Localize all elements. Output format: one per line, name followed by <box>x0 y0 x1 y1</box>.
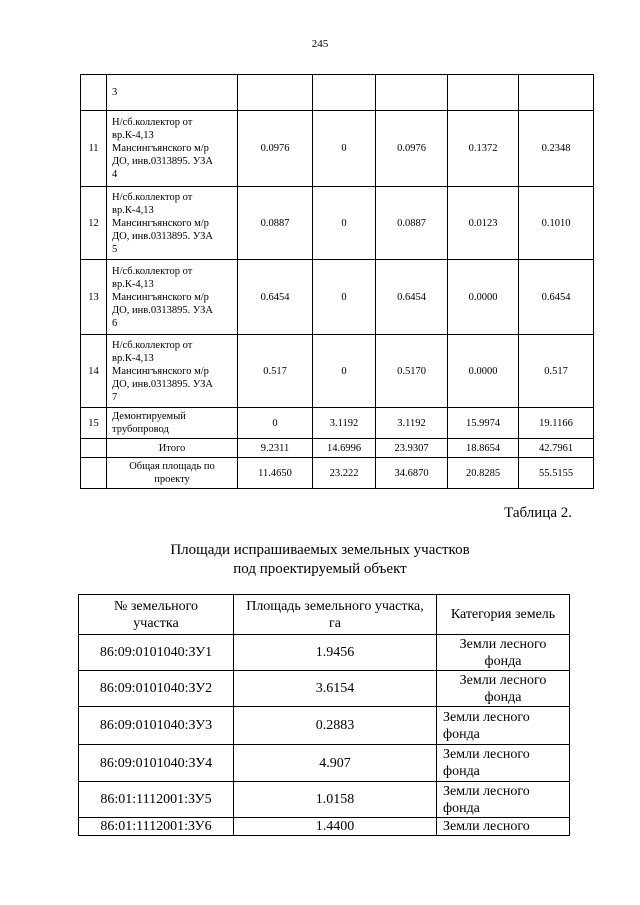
value-cell: 0.0976 <box>376 111 448 187</box>
plot-number: 86:09:0101040:ЗУ3 <box>79 707 234 745</box>
value-cell: 0 <box>238 408 313 439</box>
table-row <box>79 745 570 782</box>
plot-number: 86:01:1112001:ЗУ6 <box>79 818 234 836</box>
plot-number: 86:09:0101040:ЗУ1 <box>79 635 234 671</box>
description-line: Мансингъянского м/р <box>112 365 209 377</box>
description-line: 4 <box>112 169 118 180</box>
value-cell: 0.517 <box>519 335 594 408</box>
project-total-row <box>81 458 594 489</box>
plot-area: 4.907 <box>234 745 437 782</box>
header-land-category <box>437 595 570 635</box>
table-row <box>81 75 594 111</box>
plot-area: 1.0158 <box>234 782 437 818</box>
value-cell: 0 <box>313 187 376 260</box>
land-category <box>437 745 570 782</box>
description-line: 7 <box>112 391 118 403</box>
land-category <box>437 782 570 818</box>
description-line: Мансингъянского м/р <box>112 291 209 303</box>
plot-number: 86:09:0101040:ЗУ4 <box>79 745 234 782</box>
value-cell: 0 <box>313 260 376 335</box>
page-number: 245 <box>311 38 329 50</box>
value-cell: 0 <box>313 111 376 187</box>
value-cell: 0.0123 <box>448 187 519 260</box>
value-cell: 14.6996 <box>313 439 376 458</box>
header-line: Площадь земельного участка, <box>246 598 424 614</box>
value-cell: 0.0976 <box>238 111 313 187</box>
row-description <box>107 408 238 439</box>
description-line: вр.К-4,13 <box>112 204 154 216</box>
category-line: Земли лесного <box>459 636 547 652</box>
description-line: вр.К-4,13 <box>112 352 154 364</box>
row-number: 11 <box>81 111 107 187</box>
row-number: 15 <box>81 408 107 439</box>
project-total-label <box>107 458 238 489</box>
value-cell: 0.6454 <box>519 260 594 335</box>
row-description <box>107 260 238 335</box>
description-line: 3 <box>112 87 118 98</box>
category-line: фонда <box>443 764 480 779</box>
category-line: Земли лесного <box>443 783 530 799</box>
description-line: Мансингъянского м/р <box>112 217 209 229</box>
description-line: ДО, инв.0313895. УЗА <box>112 304 213 316</box>
land-category <box>437 671 570 707</box>
table-row <box>81 260 594 335</box>
row-number: 13 <box>81 260 107 335</box>
description-line: ДО, инв.0313895. УЗА <box>112 156 213 167</box>
value-cell: 23.222 <box>313 458 376 489</box>
value-cell <box>376 75 448 111</box>
row-description <box>107 187 238 260</box>
table-caption: Таблица 2. <box>504 505 572 521</box>
value-cell: 55.5155 <box>519 458 594 489</box>
value-cell: 0.1010 <box>519 187 594 260</box>
row-number <box>81 458 107 489</box>
value-cell: 0.517 <box>238 335 313 408</box>
description-line: Н/сб.коллектор от <box>112 265 193 277</box>
category-line: Земли лесного <box>443 819 530 834</box>
value-cell: 0.1372 <box>448 111 519 187</box>
category-line: фонда <box>484 653 522 669</box>
header-line: га <box>329 615 341 631</box>
value-cell: 0.6454 <box>238 260 313 335</box>
land-category <box>437 818 570 836</box>
plot-area: 1.4400 <box>234 818 437 836</box>
description-line: Н/сб.коллектор от <box>112 117 193 128</box>
table-header-row <box>79 595 570 635</box>
total-row <box>81 439 594 458</box>
row-number <box>81 75 107 111</box>
value-cell: 23.9307 <box>376 439 448 458</box>
description-line: Мансингъянского м/р <box>112 143 209 154</box>
value-cell: 15.9974 <box>448 408 519 439</box>
value-cell <box>313 75 376 111</box>
land-area-table <box>80 74 594 489</box>
description-line: трубопровод <box>112 424 169 435</box>
table-title-line: под проектируемый объект <box>233 561 407 577</box>
value-cell: 0.0887 <box>376 187 448 260</box>
description-line: 5 <box>112 243 118 255</box>
table-row <box>81 408 594 439</box>
table-row <box>79 707 570 745</box>
header-line: № земельного <box>114 598 198 614</box>
value-cell: 0.0000 <box>448 260 519 335</box>
row-description <box>107 111 238 187</box>
plot-area: 3.6154 <box>234 671 437 707</box>
plot-number: 86:01:1112001:ЗУ5 <box>79 782 234 818</box>
category-line: Земли лесного <box>443 747 530 762</box>
description-line: ДО, инв.0313895. УЗА <box>112 378 213 390</box>
value-cell <box>238 75 313 111</box>
value-cell: 3.1192 <box>313 408 376 439</box>
value-cell: 18.8654 <box>448 439 519 458</box>
row-description <box>107 335 238 408</box>
label-line: Общая площадь по <box>129 461 215 472</box>
table-row <box>79 671 570 707</box>
value-cell: 9.2311 <box>238 439 313 458</box>
value-cell: 0.5170 <box>376 335 448 408</box>
label-line: проекту <box>154 474 190 485</box>
description-line: Н/сб.коллектор от <box>112 191 193 203</box>
table-row <box>79 782 570 818</box>
value-cell <box>519 75 594 111</box>
plot-area: 0.2883 <box>234 707 437 745</box>
value-cell: 0.6454 <box>376 260 448 335</box>
land-plots-table <box>78 594 570 836</box>
description-line: 6 <box>112 317 118 329</box>
value-cell: 11.4650 <box>238 458 313 489</box>
category-line: Земли лесного <box>443 709 530 725</box>
description-line: вр.К-4,13 <box>112 130 154 141</box>
value-cell: 0.0000 <box>448 335 519 408</box>
table-row <box>79 635 570 671</box>
category-line: фонда <box>443 800 480 816</box>
land-category <box>437 635 570 671</box>
header-plot-area <box>234 595 437 635</box>
table-row <box>79 818 570 836</box>
table-row <box>81 111 594 187</box>
row-number: 14 <box>81 335 107 408</box>
header-plot-number <box>79 595 234 635</box>
value-cell: 19.1166 <box>519 408 594 439</box>
table-title <box>0 541 640 579</box>
category-line: фонда <box>484 689 522 705</box>
value-cell: 20.8285 <box>448 458 519 489</box>
description-line: вр.К-4,13 <box>112 278 154 290</box>
category-line: фонда <box>443 726 480 742</box>
value-cell: 0.2348 <box>519 111 594 187</box>
value-cell <box>448 75 519 111</box>
total-label: Итого <box>107 439 238 458</box>
description-line: ДО, инв.0313895. УЗА <box>112 230 213 242</box>
table-row <box>81 187 594 260</box>
table-title-line: Площади испрашиваемых земельных участков <box>170 542 470 558</box>
plot-area: 1.9456 <box>234 635 437 671</box>
category-line: Земли лесного <box>459 672 547 688</box>
plot-number: 86:09:0101040:ЗУ2 <box>79 671 234 707</box>
land-category <box>437 707 570 745</box>
value-cell: 0.0887 <box>238 187 313 260</box>
table-row <box>81 335 594 408</box>
description-line: Демонтируемый <box>112 411 186 422</box>
value-cell: 3.1192 <box>376 408 448 439</box>
row-description <box>107 75 238 111</box>
row-number: 12 <box>81 187 107 260</box>
value-cell: 0 <box>313 335 376 408</box>
value-cell: 34.6870 <box>376 458 448 489</box>
header-line: Категория земель <box>450 607 556 622</box>
header-line: участка <box>133 615 179 631</box>
value-cell: 42.7961 <box>519 439 594 458</box>
description-line: Н/сб.коллектор от <box>112 339 193 351</box>
row-number <box>81 439 107 458</box>
